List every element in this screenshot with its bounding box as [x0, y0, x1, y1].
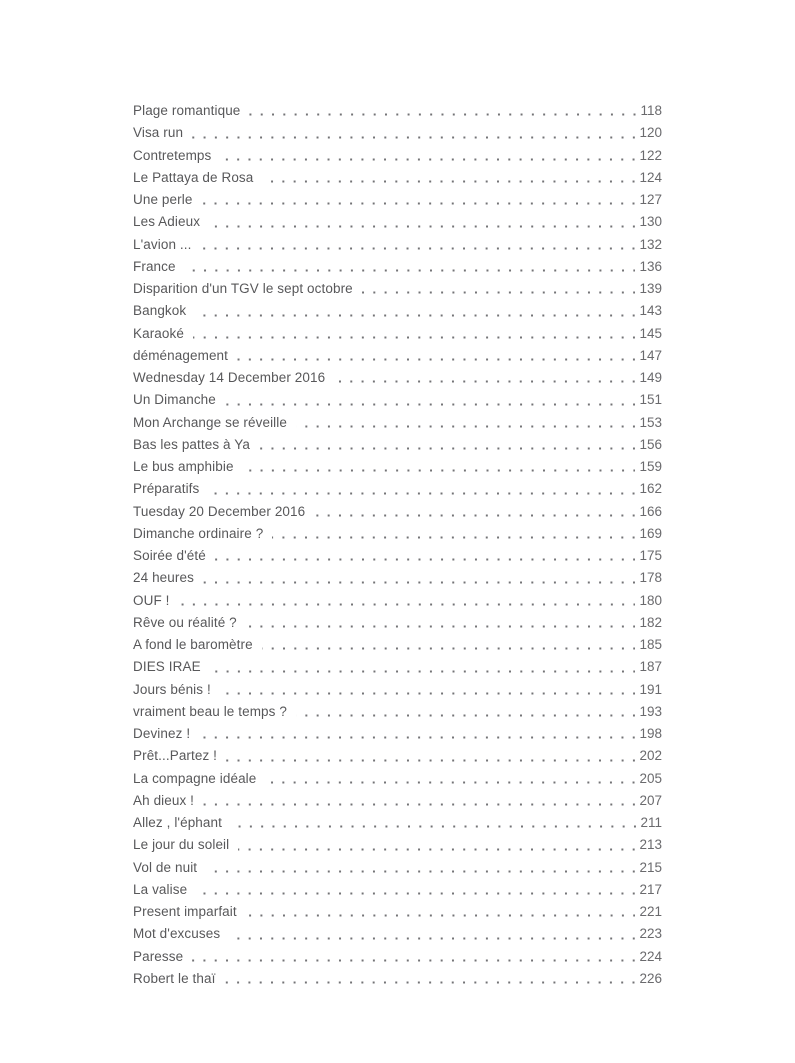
toc-entry-title: vraiment beau le temps ? [133, 703, 287, 719]
toc-entry [133, 834, 662, 856]
toc-entry-page: 224 [639, 948, 662, 964]
toc-entry-page: 202 [639, 748, 662, 764]
toc-entry-page: 223 [639, 926, 662, 942]
toc-entry-title: Le Pattaya de Rosa [133, 169, 254, 185]
dot-leader [208, 478, 635, 500]
dot-leader [203, 567, 636, 589]
toc-entry-page: 180 [639, 592, 662, 608]
dot-leader [246, 901, 636, 923]
toc-entry-title: Bas les pattes à Ya [133, 436, 250, 452]
toc-entry [133, 122, 662, 144]
dot-leader [193, 323, 635, 345]
toc-entry-title: L'avion ... [133, 236, 192, 252]
toc-entry-title: Jours bénis ! [133, 681, 211, 697]
toc-entry-page: 221 [639, 904, 662, 919]
toc-entry-title: Un Dimanche [133, 392, 216, 408]
toc-entry [133, 679, 662, 701]
toc-entry [133, 545, 662, 567]
toc-entry-page: 143 [639, 303, 662, 319]
toc-entry [133, 634, 662, 656]
toc-entry [133, 456, 662, 478]
toc-entry-title: Allez , l'éphant [133, 815, 222, 830]
toc-entry-title: Soirée d'été [133, 548, 206, 563]
toc-entry [133, 478, 662, 500]
dot-leader [362, 278, 636, 300]
toc-entry-title: Robert le thaï [133, 970, 216, 986]
toc-entry [133, 968, 662, 990]
toc-entry-page: 145 [639, 325, 662, 341]
dot-leader [246, 612, 636, 634]
dot-leader [296, 701, 635, 723]
toc-entry [133, 323, 662, 345]
toc-entry [133, 923, 662, 945]
toc-entry-title: Ah dieux ! [133, 792, 195, 808]
toc-entry-title: Contretemps [133, 147, 212, 163]
dot-leader [199, 723, 635, 745]
toc-entry [133, 367, 662, 389]
toc-entry-page: 120 [639, 125, 662, 141]
dot-leader [224, 968, 635, 990]
toc-entry-title: Tuesday 20 December 2016 [133, 503, 306, 519]
toc-entry [133, 612, 662, 634]
toc-entry [133, 745, 662, 767]
toc-entry-title: Le bus amphibie [133, 459, 234, 474]
toc-entry [133, 234, 662, 256]
toc-entry [133, 100, 662, 122]
toc-entry-page: 213 [639, 837, 662, 853]
toc-entry-page: 187 [639, 659, 662, 675]
toc-entry-page: 147 [639, 347, 662, 363]
toc-entry [133, 389, 662, 411]
toc-entry-title: déménagement [133, 347, 229, 363]
toc-list [133, 100, 662, 990]
toc-entry-title: Plage romantique [133, 103, 241, 118]
dot-leader [192, 946, 635, 968]
toc-entry-page: 169 [639, 525, 662, 541]
toc-entry-page: 130 [639, 214, 662, 230]
toc-entry-page: 166 [639, 503, 662, 519]
toc-entry-page: 139 [639, 281, 662, 296]
toc-entry-page: 193 [639, 703, 662, 719]
toc-entry-title: Les Adieux [133, 214, 201, 230]
toc-entry [133, 167, 662, 189]
toc-entry-title: Préparatifs [133, 481, 200, 497]
toc-entry-title: Le jour du soleil [133, 837, 230, 853]
toc-entry [133, 345, 662, 367]
dot-leader [259, 434, 635, 456]
dot-leader [238, 834, 635, 856]
toc-entry [133, 723, 662, 745]
toc-entry-title: La valise [133, 881, 188, 897]
dot-leader [195, 300, 635, 322]
toc-entry-title: OUF ! [133, 592, 170, 608]
toc-entry-title: Devinez ! [133, 726, 191, 741]
dot-leader [220, 679, 636, 701]
toc-entry-title: Bangkok [133, 303, 187, 319]
toc-entry-page: 207 [639, 792, 662, 808]
toc-entry-page: 178 [639, 570, 662, 586]
toc-entry-page: 153 [639, 414, 662, 430]
toc-entry-page: 127 [639, 192, 662, 207]
toc-entry-page: 205 [639, 770, 662, 786]
dot-leader [210, 656, 636, 678]
toc-entry-title: Karaoké [133, 325, 184, 341]
toc-entry-title: 24 heures [133, 570, 194, 586]
toc-entry [133, 278, 662, 300]
toc-entry-page: 226 [639, 970, 662, 986]
toc-entry-page: 182 [639, 614, 662, 630]
toc-entry-title: Disparition d'un TGV le sept octobre [133, 281, 353, 296]
dot-leader [237, 345, 635, 367]
toc-entry-page: 217 [639, 881, 662, 897]
toc-entry-page: 215 [639, 859, 662, 875]
toc-entry [133, 567, 662, 589]
toc-entry [133, 211, 662, 233]
toc-entry [133, 145, 662, 167]
dot-leader [203, 790, 635, 812]
dot-leader [201, 189, 635, 211]
toc-entry [133, 768, 662, 790]
toc-entry-page: 124 [639, 169, 662, 185]
toc-entry-title: Wednesday 14 December 2016 [133, 370, 326, 385]
toc-entry [133, 189, 662, 211]
toc-entry-page: 122 [639, 147, 662, 163]
toc-entry [133, 434, 662, 456]
toc-entry [133, 790, 662, 812]
dot-leader [272, 523, 635, 545]
toc-entry-title: Rêve ou réalité ? [133, 614, 237, 630]
dot-leader [196, 879, 635, 901]
toc-entry [133, 412, 662, 434]
dot-leader [220, 145, 635, 167]
dot-leader [229, 923, 635, 945]
toc-entry-page: 149 [639, 370, 662, 385]
dot-leader [249, 100, 636, 122]
dot-leader [225, 389, 636, 411]
dot-leader [226, 745, 635, 767]
toc-entry-page: 132 [639, 236, 662, 252]
toc-entry-title: Une perle [133, 192, 193, 207]
toc-entry-page: 198 [639, 726, 662, 741]
toc-entry [133, 946, 662, 968]
toc-entry-title: Visa run [133, 125, 184, 141]
toc-entry [133, 501, 662, 523]
toc-entry-page: 159 [639, 459, 662, 474]
dot-leader [209, 211, 635, 233]
toc-entry-title: DIES IRAE [133, 659, 201, 675]
toc-entry [133, 656, 662, 678]
dot-leader [265, 768, 635, 790]
dot-leader [296, 412, 635, 434]
dot-leader [314, 501, 635, 523]
toc-entry-page: 211 [640, 815, 662, 830]
dot-leader [185, 256, 636, 278]
toc-entry-page: 136 [639, 258, 662, 274]
toc-entry [133, 901, 662, 923]
toc-entry [133, 879, 662, 901]
toc-entry-title: Paresse [133, 948, 184, 964]
dot-leader [192, 122, 635, 144]
dot-leader [243, 456, 636, 478]
toc-entry-title: Vol de nuit [133, 859, 198, 875]
dot-leader [262, 167, 635, 189]
dot-leader [334, 367, 635, 389]
toc-entry-page: 162 [639, 481, 662, 497]
toc-entry [133, 590, 662, 612]
dot-leader [206, 857, 635, 879]
toc-entry [133, 812, 662, 834]
toc-entry-title: Mon Archange se réveille [133, 414, 287, 430]
toc-entry-title: France [133, 258, 176, 274]
toc-entry [133, 300, 662, 322]
dot-leader [179, 590, 636, 612]
toc-entry-page: 156 [639, 436, 662, 452]
dot-leader [215, 545, 636, 567]
dot-leader [231, 812, 636, 834]
toc-entry-page: 185 [639, 637, 662, 652]
toc-entry [133, 256, 662, 278]
toc-entry [133, 701, 662, 723]
dot-leader [262, 634, 636, 656]
toc-entry [133, 857, 662, 879]
toc-entry-title: A fond le baromètre [133, 637, 253, 652]
toc-entry-page: 118 [640, 103, 662, 118]
toc-entry-title: Mot d'excuses [133, 926, 221, 942]
toc-entry-title: Prêt...Partez ! [133, 748, 218, 764]
toc-entry-page: 191 [639, 681, 662, 697]
toc-entry-page: 151 [639, 392, 662, 408]
toc-entry-title: La compagne idéale [133, 770, 257, 786]
toc-entry-title: Dimanche ordinaire ? [133, 525, 264, 541]
toc-entry-page: 175 [639, 548, 662, 563]
dot-leader [200, 234, 635, 256]
toc-entry-title: Present imparfait [133, 904, 237, 919]
toc-entry [133, 523, 662, 545]
